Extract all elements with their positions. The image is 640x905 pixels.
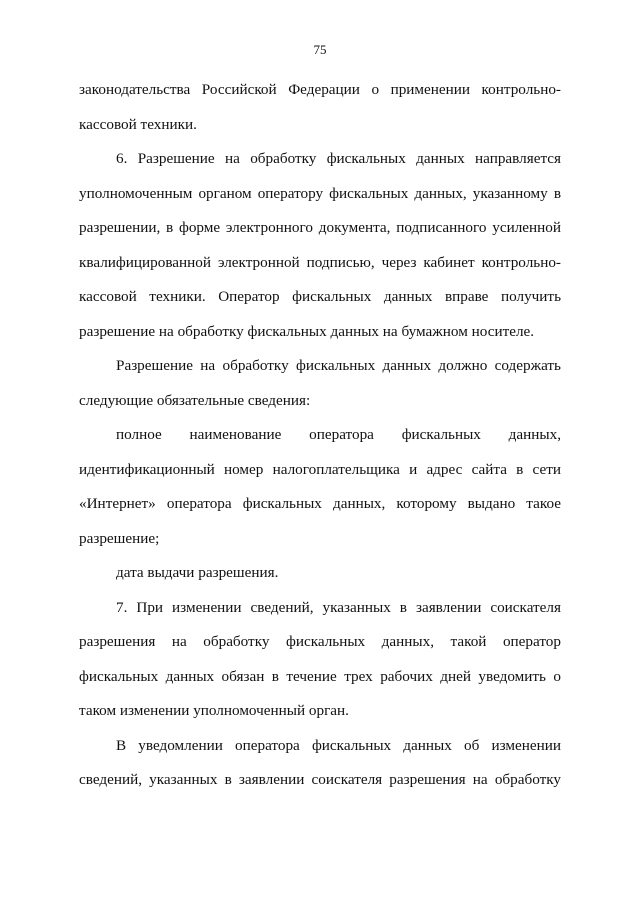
text-line: «Интернет» оператора фискальных данных, которому выдано такое <box>79 495 561 512</box>
text-line: законодательства Российской Федерации о применении контрольно- <box>79 81 561 98</box>
text-line: 7. При изменении сведений, указанных в заявлении соискателя <box>116 599 561 616</box>
page-number: 75 <box>313 42 327 57</box>
text-line: В уведомлении оператора фискальных данных об изменении <box>116 737 561 754</box>
text-line: таком изменении уполномоченный орган. <box>79 702 349 719</box>
text-line: идентификационный номер налогоплательщика и адрес сайта в сети <box>79 461 561 478</box>
text-line: сведений, указанных в заявлении соискателя разрешения на обработку <box>79 771 561 788</box>
text-line: кассовой техники. <box>79 116 197 133</box>
text-line: Разрешение на обработку фискальных данных должно содержать <box>116 357 561 374</box>
text-line: разрешении, в форме электронного документа, подписанного усиленной <box>79 219 561 236</box>
text-line: разрешение на обработку фискальных данных на бумажном носителе. <box>79 323 535 340</box>
text-line: кассовой техники. Оператор фискальных данных вправе получить <box>79 288 561 305</box>
text-line: фискальных данных обязан в течение трех рабочих дней уведомить о <box>79 668 561 685</box>
text-line: квалифицированной электронной подписью, через кабинет контрольно- <box>79 254 561 271</box>
text-line: уполномоченным органом оператору фискальных данных, указанному в <box>79 185 561 202</box>
text-line: разрешение; <box>79 530 160 547</box>
text-line: дата выдачи разрешения. <box>116 564 279 581</box>
text-line: следующие обязательные сведения: <box>79 392 311 409</box>
text-line: разрешения на обработку фискальных данных, такой оператор <box>79 633 561 650</box>
text-line: полное наименование оператора фискальных данных, <box>116 426 561 443</box>
text-line: 6. Разрешение на обработку фискальных данных направляется <box>116 150 561 167</box>
